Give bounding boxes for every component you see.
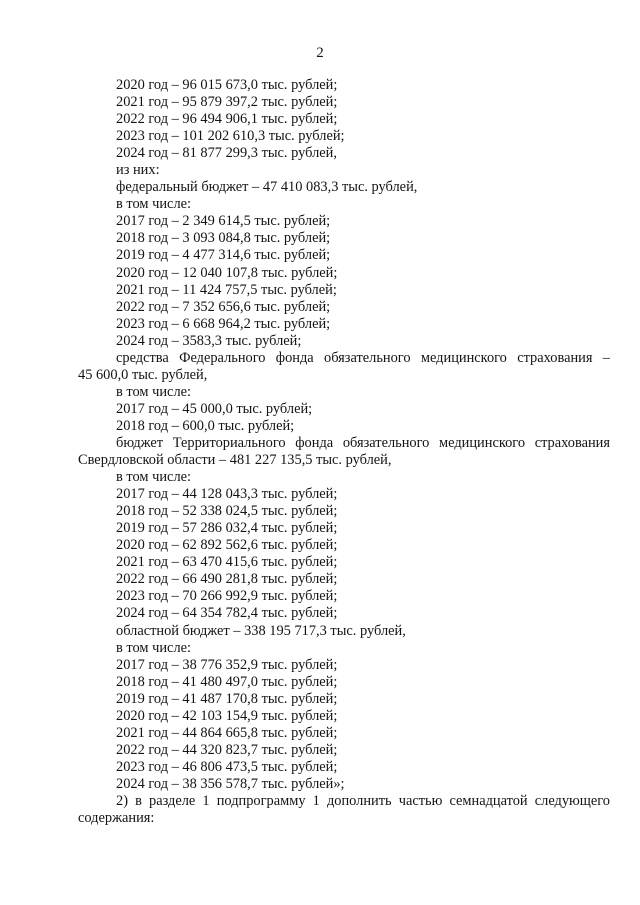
text-line-federal-fund-2018: 2018 год – 600,0 тыс. рублей; [116,417,295,434]
text-line-federal-2022: 2022 год – 7 352 656,6 тыс. рублей; [116,298,331,315]
text-line-federal-budget: федеральный бюджет – 47 410 083,3 тыс. рублей, [116,179,418,196]
text-line-federal-2023: 2023 год – 6 668 964,2 тыс. рублей; [116,315,331,332]
text-line-regional-2024: 2024 год – 38 356 578,7 тыс. рублей»; [116,775,345,792]
text-line-territorial-2023: 2023 год – 70 266 992,9 тыс. рублей; [116,588,338,605]
text-line-territorial-2017: 2017 год – 44 128 043,3 тыс. рублей; [116,486,338,503]
text-line-federal-2021: 2021 год – 11 424 757,5 тыс. рублей; [116,281,337,298]
text-line-territorial-2018: 2018 год – 52 338 024,5 тыс. рублей; [116,503,338,520]
document-body [78,77,610,827]
text-line-territorial-2020: 2020 год – 62 892 562,6 тыс. рублей; [116,537,338,554]
text-line-including: в том числе: [116,469,192,486]
text-line-regional-2020: 2020 год – 42 103 154,9 тыс. рублей; [116,707,338,724]
text-line-2022-total: 2022 год – 96 494 906,1 тыс. рублей; [116,111,338,128]
text-line-territorial-2024: 2024 год – 64 354 782,4 тыс. рублей; [116,605,338,622]
text-line-regional-budget: областной бюджет – 338 195 717,3 тыс. рублей, [116,622,406,639]
text-line-territorial-fund-heading: бюджет Территориального фонда обязательного медицинского страхования [116,434,610,451]
text-line-regional-2017: 2017 год – 38 776 352,9 тыс. рублей; [116,656,338,673]
text-line-regional-2018: 2018 год – 41 480 497,0 тыс. рублей; [116,673,338,690]
text-line-territorial-2022: 2022 год – 66 490 281,8 тыс. рублей; [116,571,338,588]
text-line-regional-2019: 2019 год – 41 487 170,8 тыс. рублей; [116,690,338,707]
text-line-federal-2024: 2024 год – 3583,3 тыс. рублей; [116,332,302,349]
text-line-including: в том числе: [116,639,192,656]
text-line-of-which: из них: [116,162,160,179]
text-line-2023-total: 2023 год – 101 202 610,3 тыс. рублей; [116,128,345,145]
text-line-regional-2023: 2023 год – 46 806 473,5 тыс. рублей; [116,758,338,775]
text-line-amendment-item-2: 2) в разделе 1 подпрограмму 1 дополнить частью семнадцатой следующего [116,792,610,809]
text-line-federal-2019: 2019 год – 4 477 314,6 тыс. рублей; [116,247,331,264]
text-line-2021-total: 2021 год – 95 879 397,2 тыс. рублей; [116,94,338,111]
text-line-federal-2017: 2017 год – 2 349 614,5 тыс. рублей; [116,213,331,230]
text-line-federal-fund-2017: 2017 год – 45 000,0 тыс. рублей; [116,400,313,417]
text-line-federal-fund-heading: средства Федерального фонда обязательного медицинского страхования – [116,349,610,366]
text-line-territorial-2019: 2019 год – 57 286 032,4 тыс. рублей; [116,520,338,537]
text-line-territorial-2021: 2021 год – 63 470 415,6 тыс. рублей; [116,554,338,571]
text-line-2020-total: 2020 год – 96 015 673,0 тыс. рублей; [116,77,338,93]
text-line-including: в том числе: [116,196,192,213]
text-line-territorial-fund-total: Свердловской области – 481 227 135,5 тыс. рублей, [78,452,392,469]
text-line-federal-2018: 2018 год – 3 093 084,8 тыс. рублей; [116,230,331,247]
text-line-including: в том числе: [116,383,192,400]
text-line-federal-fund-total: 45 600,0 тыс. рублей, [78,366,208,383]
text-line-regional-2022: 2022 год – 44 320 823,7 тыс. рублей; [116,741,338,758]
page-number: 2 [316,45,324,61]
text-line-2024-total: 2024 год – 81 877 299,3 тыс. рублей, [116,145,337,162]
text-line-amendment-content: содержания: [78,810,155,827]
text-line-regional-2021: 2021 год – 44 864 665,8 тыс. рублей; [116,724,338,741]
text-line-federal-2020: 2020 год – 12 040 107,8 тыс. рублей; [116,264,338,281]
